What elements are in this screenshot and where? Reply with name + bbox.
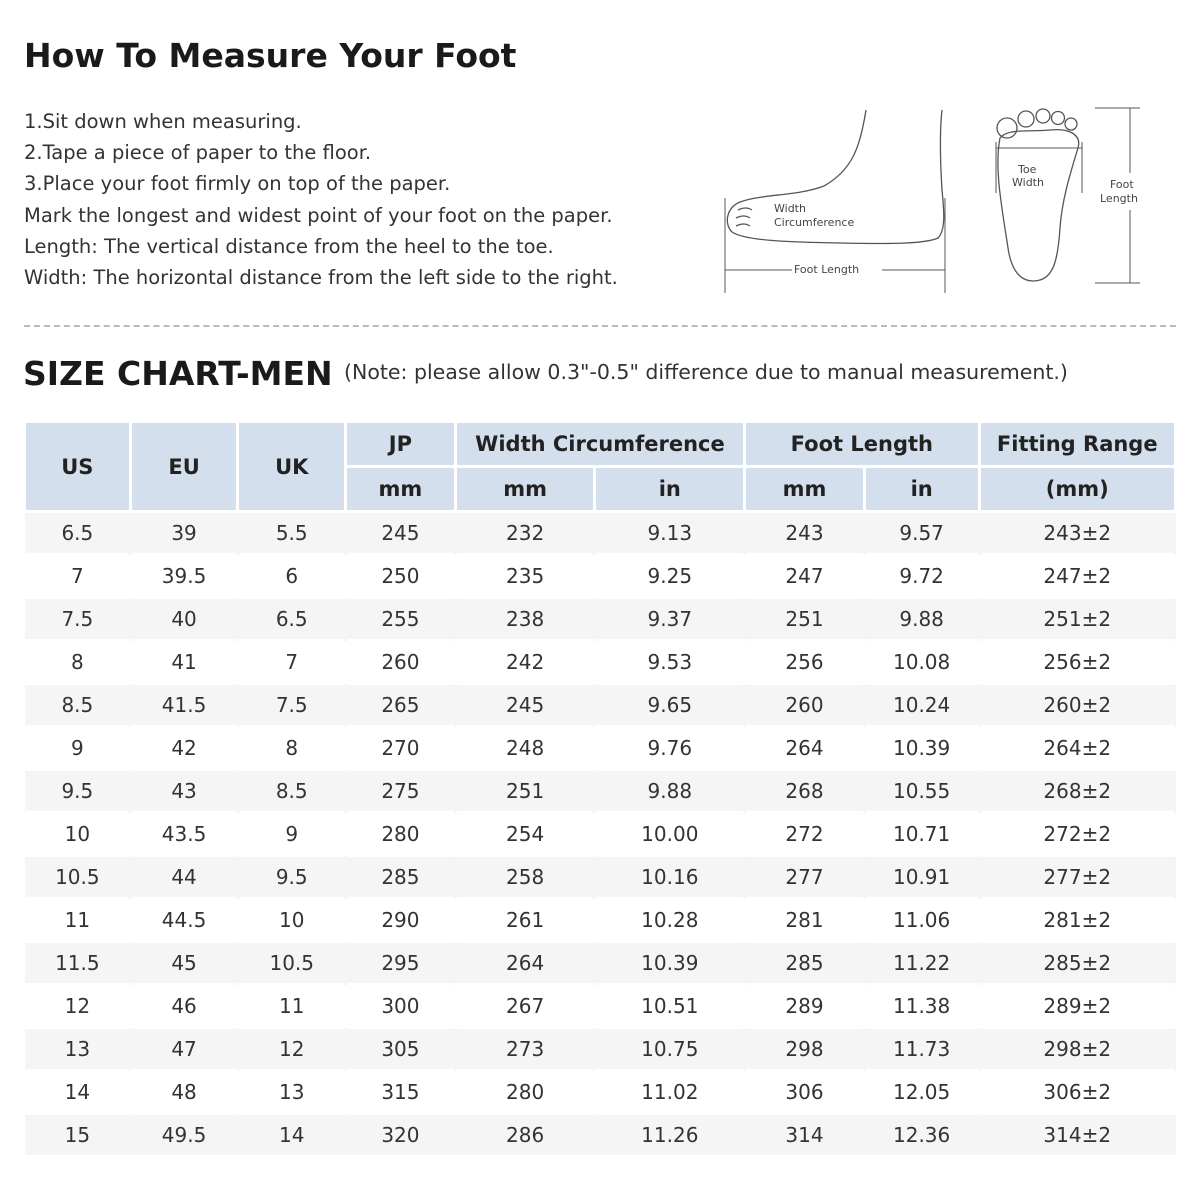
cell-length-mm: 251 — [745, 598, 865, 641]
cell-jp: 300 — [346, 985, 456, 1028]
table-row — [25, 727, 1176, 770]
cell-eu: 40 — [130, 598, 238, 641]
table-row — [25, 1028, 1176, 1071]
cell-us: 9.5 — [25, 770, 131, 813]
cell-fitting-range: 277±2 — [979, 856, 1176, 899]
header-fitting-unit: (mm) — [979, 467, 1176, 512]
cell-width-mm: 235 — [455, 555, 595, 598]
cell-us: 7.5 — [25, 598, 131, 641]
cell-us: 12 — [25, 985, 131, 1028]
table-row — [25, 899, 1176, 942]
cell-eu: 44 — [130, 856, 238, 899]
toe-width-label: Width — [1012, 176, 1044, 189]
section-divider — [24, 325, 1176, 327]
cell-us: 10.5 — [25, 856, 131, 899]
cell-length-in: 9.72 — [864, 555, 979, 598]
header-eu: EU — [130, 422, 238, 512]
cell-length-in: 11.06 — [864, 899, 979, 942]
cell-width-mm: 254 — [455, 813, 595, 856]
cell-length-in: 10.71 — [864, 813, 979, 856]
cell-fitting-range: 264±2 — [979, 727, 1176, 770]
cell-length-mm: 306 — [745, 1071, 865, 1114]
cell-us: 8 — [25, 641, 131, 684]
cell-eu: 46 — [130, 985, 238, 1028]
header-fitting-range: Fitting Range — [979, 422, 1176, 467]
cell-uk: 11 — [238, 985, 346, 1028]
cell-width-in: 9.65 — [595, 684, 745, 727]
cell-width-mm: 248 — [455, 727, 595, 770]
cell-length-in: 10.08 — [864, 641, 979, 684]
cell-jp: 265 — [346, 684, 456, 727]
cell-length-in: 11.22 — [864, 942, 979, 985]
cell-uk: 8 — [238, 727, 346, 770]
header-jp: JP — [346, 422, 456, 467]
cell-length-mm: 289 — [745, 985, 865, 1028]
cell-us: 14 — [25, 1071, 131, 1114]
cell-width-in: 10.00 — [595, 813, 745, 856]
cell-fitting-range: 285±2 — [979, 942, 1176, 985]
cell-width-in: 9.25 — [595, 555, 745, 598]
cell-length-mm: 247 — [745, 555, 865, 598]
cell-jp: 245 — [346, 512, 456, 555]
cell-jp: 270 — [346, 727, 456, 770]
cell-width-mm: 261 — [455, 899, 595, 942]
cell-jp: 260 — [346, 641, 456, 684]
cell-uk: 7 — [238, 641, 346, 684]
cell-jp: 250 — [346, 555, 456, 598]
cell-eu: 45 — [130, 942, 238, 985]
cell-uk: 12 — [238, 1028, 346, 1071]
table-row — [25, 641, 1176, 684]
measure-title: How To Measure Your Foot — [24, 36, 517, 75]
cell-eu: 47 — [130, 1028, 238, 1071]
cell-width-in: 11.02 — [595, 1071, 745, 1114]
header-length-mm: mm — [745, 467, 865, 512]
cell-fitting-range: 314±2 — [979, 1114, 1176, 1156]
table-row — [25, 985, 1176, 1028]
cell-eu: 41 — [130, 641, 238, 684]
cell-fitting-range: 289±2 — [979, 985, 1176, 1028]
table-row — [25, 856, 1176, 899]
cell-fitting-range: 306±2 — [979, 1071, 1176, 1114]
table-row — [25, 1071, 1176, 1114]
measure-step: Length: The vertical distance from the heel to the toe. — [24, 234, 554, 258]
cell-length-mm: 268 — [745, 770, 865, 813]
table-row — [25, 942, 1176, 985]
cell-fitting-range: 298±2 — [979, 1028, 1176, 1071]
cell-jp: 315 — [346, 1071, 456, 1114]
table-row — [25, 813, 1176, 856]
measure-step: Width: The horizontal distance from the left side to the right. — [24, 266, 618, 290]
cell-length-mm: 277 — [745, 856, 865, 899]
cell-fitting-range: 272±2 — [979, 813, 1176, 856]
cell-length-in: 9.88 — [864, 598, 979, 641]
cell-eu: 44.5 — [130, 899, 238, 942]
cell-width-mm: 232 — [455, 512, 595, 555]
cell-length-mm: 264 — [745, 727, 865, 770]
header-jp-unit: mm — [346, 467, 456, 512]
size-chart-note: (Note: please allow 0.3"-0.5" difference due to manual measurement.) — [344, 360, 1068, 384]
foot-length-top-label: Length — [1100, 192, 1138, 205]
cell-uk: 7.5 — [238, 684, 346, 727]
cell-us: 9 — [25, 727, 131, 770]
cell-length-in: 11.73 — [864, 1028, 979, 1071]
cell-uk: 6.5 — [238, 598, 346, 641]
cell-length-in: 10.39 — [864, 727, 979, 770]
cell-fitting-range: 247±2 — [979, 555, 1176, 598]
cell-eu: 39 — [130, 512, 238, 555]
cell-width-in: 10.28 — [595, 899, 745, 942]
cell-eu: 43.5 — [130, 813, 238, 856]
header-us: US — [25, 422, 131, 512]
measure-step: Mark the longest and widest point of your foot on the paper. — [24, 203, 613, 227]
cell-jp: 295 — [346, 942, 456, 985]
cell-uk: 13 — [238, 1071, 346, 1114]
cell-fitting-range: 281±2 — [979, 899, 1176, 942]
table-row — [25, 770, 1176, 813]
size-chart-title: SIZE CHART-MEN — [23, 354, 333, 393]
cell-width-in: 10.51 — [595, 985, 745, 1028]
header-foot-length: Foot Length — [745, 422, 979, 467]
cell-width-in: 9.76 — [595, 727, 745, 770]
cell-length-in: 10.91 — [864, 856, 979, 899]
cell-width-mm: 286 — [455, 1114, 595, 1156]
cell-eu: 41.5 — [130, 684, 238, 727]
cell-width-in: 10.16 — [595, 856, 745, 899]
cell-us: 11.5 — [25, 942, 131, 985]
top-foot-icon — [997, 109, 1079, 281]
cell-width-in: 9.37 — [595, 598, 745, 641]
cell-length-in: 9.57 — [864, 512, 979, 555]
cell-us: 7 — [25, 555, 131, 598]
cell-length-in: 10.24 — [864, 684, 979, 727]
cell-width-mm: 242 — [455, 641, 595, 684]
cell-length-mm: 281 — [745, 899, 865, 942]
cell-width-mm: 258 — [455, 856, 595, 899]
cell-length-mm: 285 — [745, 942, 865, 985]
cell-width-in: 9.88 — [595, 770, 745, 813]
table-row — [25, 684, 1176, 727]
header-uk: UK — [238, 422, 346, 512]
cell-uk: 5.5 — [238, 512, 346, 555]
cell-uk: 10.5 — [238, 942, 346, 985]
toe-width-label: Toe — [1018, 163, 1037, 176]
cell-length-in: 12.36 — [864, 1114, 979, 1156]
cell-fitting-range: 260±2 — [979, 684, 1176, 727]
cell-fitting-range: 251±2 — [979, 598, 1176, 641]
table-row — [25, 555, 1176, 598]
cell-us: 8.5 — [25, 684, 131, 727]
cell-us: 10 — [25, 813, 131, 856]
cell-width-mm: 238 — [455, 598, 595, 641]
cell-width-in: 11.26 — [595, 1114, 745, 1156]
foot-length-side-marker — [725, 198, 945, 293]
cell-uk: 6 — [238, 555, 346, 598]
cell-width-in: 10.75 — [595, 1028, 745, 1071]
cell-length-mm: 256 — [745, 641, 865, 684]
table-row — [25, 1114, 1176, 1156]
cell-eu: 39.5 — [130, 555, 238, 598]
header-length-in: in — [864, 467, 979, 512]
cell-length-in: 11.38 — [864, 985, 979, 1028]
cell-us: 15 — [25, 1114, 131, 1156]
cell-width-in: 10.39 — [595, 942, 745, 985]
foot-length-top-label: Foot — [1110, 178, 1134, 191]
cell-jp: 255 — [346, 598, 456, 641]
cell-jp: 275 — [346, 770, 456, 813]
width-circumference-label: Width — [774, 202, 806, 215]
header-width-mm: mm — [455, 467, 595, 512]
cell-jp: 285 — [346, 856, 456, 899]
cell-uk: 8.5 — [238, 770, 346, 813]
cell-eu: 48 — [130, 1071, 238, 1114]
cell-width-mm: 264 — [455, 942, 595, 985]
cell-uk: 14 — [238, 1114, 346, 1156]
cell-eu: 43 — [130, 770, 238, 813]
header-width-circumference: Width Circumference — [455, 422, 744, 467]
cell-width-mm: 273 — [455, 1028, 595, 1071]
size-chart-table — [23, 420, 1177, 1155]
cell-jp: 290 — [346, 899, 456, 942]
cell-length-mm: 260 — [745, 684, 865, 727]
table-row — [25, 598, 1176, 641]
cell-length-mm: 243 — [745, 512, 865, 555]
foot-length-side-label: Foot Length — [794, 263, 860, 276]
cell-us: 13 — [25, 1028, 131, 1071]
cell-uk: 9 — [238, 813, 346, 856]
cell-width-mm: 267 — [455, 985, 595, 1028]
header-width-in: in — [595, 467, 745, 512]
cell-length-mm: 314 — [745, 1114, 865, 1156]
cell-us: 6.5 — [25, 512, 131, 555]
table-row — [25, 512, 1176, 555]
foot-measure-diagram — [720, 98, 1160, 298]
width-circumference-label: Circumference — [774, 216, 855, 229]
cell-uk: 10 — [238, 899, 346, 942]
measure-steps — [24, 106, 618, 293]
measure-step: 1.Sit down when measuring. — [24, 110, 302, 133]
cell-length-in: 10.55 — [864, 770, 979, 813]
cell-width-mm: 280 — [455, 1071, 595, 1114]
measure-step: 2.Tape a piece of paper to the floor. — [24, 141, 372, 165]
cell-width-mm: 251 — [455, 770, 595, 813]
cell-jp: 305 — [346, 1028, 456, 1071]
size-chart-body — [25, 512, 1176, 1156]
cell-uk: 9.5 — [238, 856, 346, 899]
measure-step: 3.Place your foot firmly on top of the paper. — [24, 172, 451, 196]
cell-fitting-range: 268±2 — [979, 770, 1176, 813]
cell-jp: 320 — [346, 1114, 456, 1156]
cell-fitting-range: 256±2 — [979, 641, 1176, 684]
cell-width-in: 9.13 — [595, 512, 745, 555]
cell-width-mm: 245 — [455, 684, 595, 727]
cell-eu: 42 — [130, 727, 238, 770]
cell-us: 11 — [25, 899, 131, 942]
cell-jp: 280 — [346, 813, 456, 856]
cell-width-in: 9.53 — [595, 641, 745, 684]
cell-length-mm: 272 — [745, 813, 865, 856]
cell-eu: 49.5 — [130, 1114, 238, 1156]
cell-fitting-range: 243±2 — [979, 512, 1176, 555]
cell-length-mm: 298 — [745, 1028, 865, 1071]
cell-length-in: 12.05 — [864, 1071, 979, 1114]
